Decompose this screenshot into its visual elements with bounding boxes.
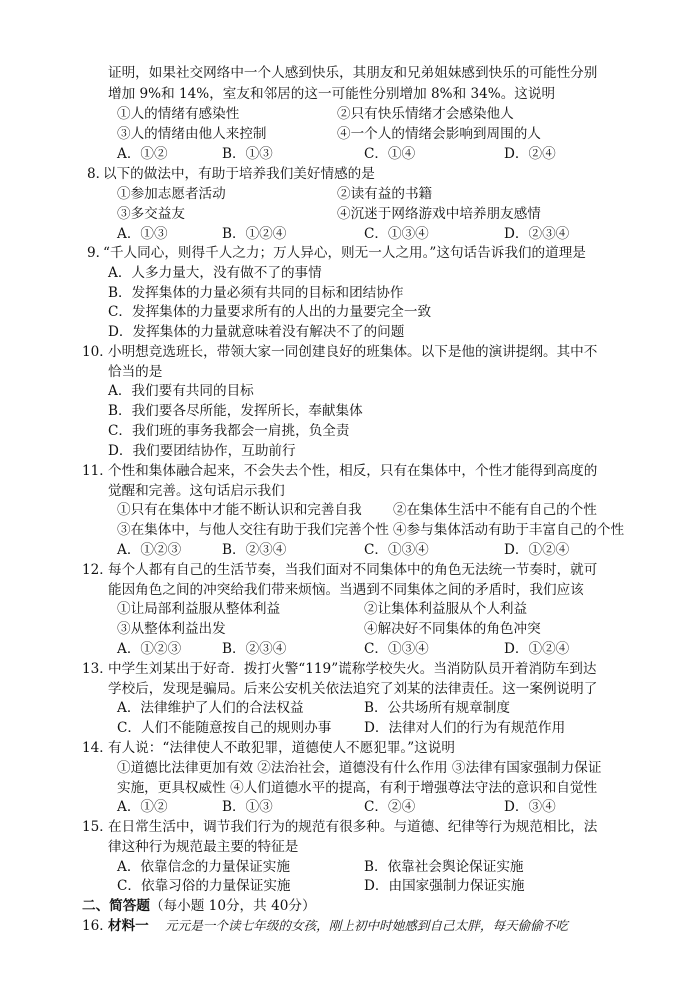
q12-option-4: ④解决好不同集体的角色冲突 xyxy=(364,621,541,637)
q10-option-c: C．我们班的事务我都会一肩挑，负全责 xyxy=(108,423,350,439)
q7-stem-line1: 证明，如果社交网络中一个人感到快乐，其朋友和兄弟姐妹感到快乐的可能性分别 xyxy=(108,65,598,81)
q11-answer-d: D．①②④ xyxy=(504,542,570,558)
q10-number: 10． xyxy=(82,344,113,360)
q15-option-c: C．依靠习俗的力量保证实施 xyxy=(117,878,291,894)
q10-option-a: A．我们要有共同的目标 xyxy=(108,383,254,399)
q9-option-b: B．发挥集体的力量必须有共同的目标和团结协作 xyxy=(108,285,404,301)
q13-option-b: B．公共场所有规章制度 xyxy=(364,700,510,716)
q8-answer-c: C．①③④ xyxy=(364,226,429,242)
q11-option-4: ④参与集体活动有助于丰富自己的个性 xyxy=(393,522,625,538)
q9-stem: “千人同心，则得千人之力；万人异心，则无一人之用。”这句话告诉我们的道理是 xyxy=(103,245,586,261)
q10-stem-line1: 小明想竞选班长，带领大家一同创建良好的班集体。以下是他的演讲提纲。其中不 xyxy=(108,344,598,360)
q8-number: 8． xyxy=(87,166,110,182)
q15-stem-line2: 律这种行为规范最主要的特征是 xyxy=(108,839,299,855)
q13-option-d: D．法律对人们的行为有规范作用 xyxy=(364,720,566,736)
q11-answer-b: B．②③④ xyxy=(222,542,287,558)
q10-option-d: D．我们要团结协作，互助前行 xyxy=(108,443,296,459)
q11-option-1: ①只有在集体中才能不断认识和完善自我 xyxy=(117,502,362,518)
q14-answer-c: C．②④ xyxy=(364,799,416,815)
q12-answer-d: D．①②④ xyxy=(504,641,570,657)
section-heading xyxy=(82,896,316,916)
q9-number: 9． xyxy=(87,245,110,261)
q7-answer-a: A．①② xyxy=(117,146,168,162)
q11-stem-line2: 觉醒和完善。这句话启示我们 xyxy=(108,483,285,499)
q12-answer-c: C．①③④ xyxy=(364,641,429,657)
q8-option-4: ④沉迷于网络游戏中培养朋友感情 xyxy=(337,206,541,222)
q14-options-line1: ①道德比法律更加有效 ②法治社会，道德没有什么作用 ③法律有国家强制力保证 xyxy=(117,760,602,776)
q15-option-a: A．依靠信念的力量保证实施 xyxy=(117,859,290,875)
q7-option-2: ②只有快乐情绪才会感染他人 xyxy=(337,106,514,122)
q8-option-2: ②读有益的书籍 xyxy=(337,186,433,202)
q7-option-3: ③人的情绪由他人来控制 xyxy=(117,126,267,142)
q7-answer-d: D．②④ xyxy=(504,146,556,162)
q7-option-4: ④一个人的情绪会影响到周围的人 xyxy=(337,126,541,142)
q15-option-d: D．由国家强制力保证实施 xyxy=(364,878,525,894)
q12-stem-line1: 每个人都有自己的生活节奏，当我们面对不同集体中的角色无法统一节奏时，就可 xyxy=(108,562,598,578)
q11-option-3: ③在集体中，与他人交往有助于我们完善个性 xyxy=(117,522,389,538)
q8-option-3: ③多交益友 xyxy=(117,206,185,222)
q8-answer-b: B．①②④ xyxy=(222,226,287,242)
q14-stem: 有人说：“法律使人不敢犯罪，道德使人不愿犯罪。”这说明 xyxy=(108,740,455,756)
q14-answer-b: B．①③ xyxy=(222,799,273,815)
q9-option-a: A．人多力量大，没有做不了的事情 xyxy=(108,265,322,281)
q8-answer-a: A．①③ xyxy=(117,226,168,242)
q8-option-1: ①参加志愿者活动 xyxy=(117,186,226,202)
q12-stem-line2: 能因角色之间的冲突给我们带来烦恼。当遇到不同集体之间的矛盾时，我们应该 xyxy=(108,582,584,598)
q11-answer-c: C．①③④ xyxy=(364,542,429,558)
section-note: （每小题 10分，共 40分） xyxy=(149,898,316,914)
q12-option-2: ②让集体利益服从个人利益 xyxy=(364,601,528,617)
q7-option-1: ①人的情绪有感染性 xyxy=(117,106,240,122)
q14-answer-d: D．③④ xyxy=(504,799,556,815)
q10-option-b: B．我们要各尽所能，发挥所长，奉献集体 xyxy=(108,403,363,419)
q16-material-text: 元元是一个读七年级的女孩，刚上初中时她感到自己太胖，每天偷偷不吃 xyxy=(165,918,568,933)
q11-option-2: ②在集体生活中不能有自己的个性 xyxy=(393,502,597,518)
q12-answer-b: B．②③④ xyxy=(222,641,287,657)
q12-number: 12． xyxy=(82,562,113,578)
q12-option-3: ③从整体利益出发 xyxy=(117,621,226,637)
q13-stem-line1: 中学生刘某出于好奇．拨打火警“119”谎称学校失火。当消防队员开着消防车到达 xyxy=(108,661,597,677)
q7-answer-c: C．①④ xyxy=(364,146,416,162)
q13-option-c: C．人们不能随意按自己的规则办事 xyxy=(117,720,332,736)
section-title: 二、简答题 xyxy=(82,898,150,914)
q15-option-b: B．依靠社会舆论保证实施 xyxy=(364,859,524,875)
q13-number: 13． xyxy=(82,661,113,677)
q13-option-a: A．法律维护了人们的合法权益 xyxy=(117,700,304,716)
q11-answer-a: A．①②③ xyxy=(117,542,182,558)
q13-stem-line2: 学校后，发现是骗局。后来公安机关依法追究了刘某的法律责任。这一案例说明了 xyxy=(108,681,598,697)
q11-stem-line1: 个性和集体融合起来，不会失去个性，相反，只有在集体中，个性才能得到高度的 xyxy=(108,463,598,479)
q9-option-c: C．发挥集体的力量要求所有的人出的力量要完全一致 xyxy=(108,304,432,320)
q15-number: 15． xyxy=(82,819,113,835)
q7-answer-b: B．①③ xyxy=(222,146,273,162)
q11-number: 11． xyxy=(82,463,113,479)
q14-answer-a: A．①② xyxy=(117,799,168,815)
q12-option-1: ①让局部利益服从整体利益 xyxy=(117,601,281,617)
q14-number: 14． xyxy=(82,740,113,756)
q16-material-label: 材料一 xyxy=(108,918,149,934)
q7-stem-line2: 增加 9%和 14%，室友和邻居的这一可能性分别增加 8%和 34%。这说明 xyxy=(108,86,556,102)
q14-options-line2: 实施，更具权威性 ④人们道德水平的提高，有利于增强尊法守法的意识和自觉性 xyxy=(117,780,598,796)
q9-option-d: D．发挥集体的力量就意味着没有解决不了的问题 xyxy=(108,324,405,340)
q12-answer-a: A．①②③ xyxy=(117,641,182,657)
q8-answer-d: D．②③④ xyxy=(504,226,570,242)
q15-stem-line1: 在日常生活中，调节我们行为的规范有很多种。与道德、纪律等行为规范相比，法 xyxy=(108,819,598,835)
q8-stem: 以下的做法中，有助于培养我们美好情感的是 xyxy=(103,166,375,182)
q10-stem-line2: 恰当的是 xyxy=(108,364,163,380)
q16-number: 16． xyxy=(82,918,113,934)
